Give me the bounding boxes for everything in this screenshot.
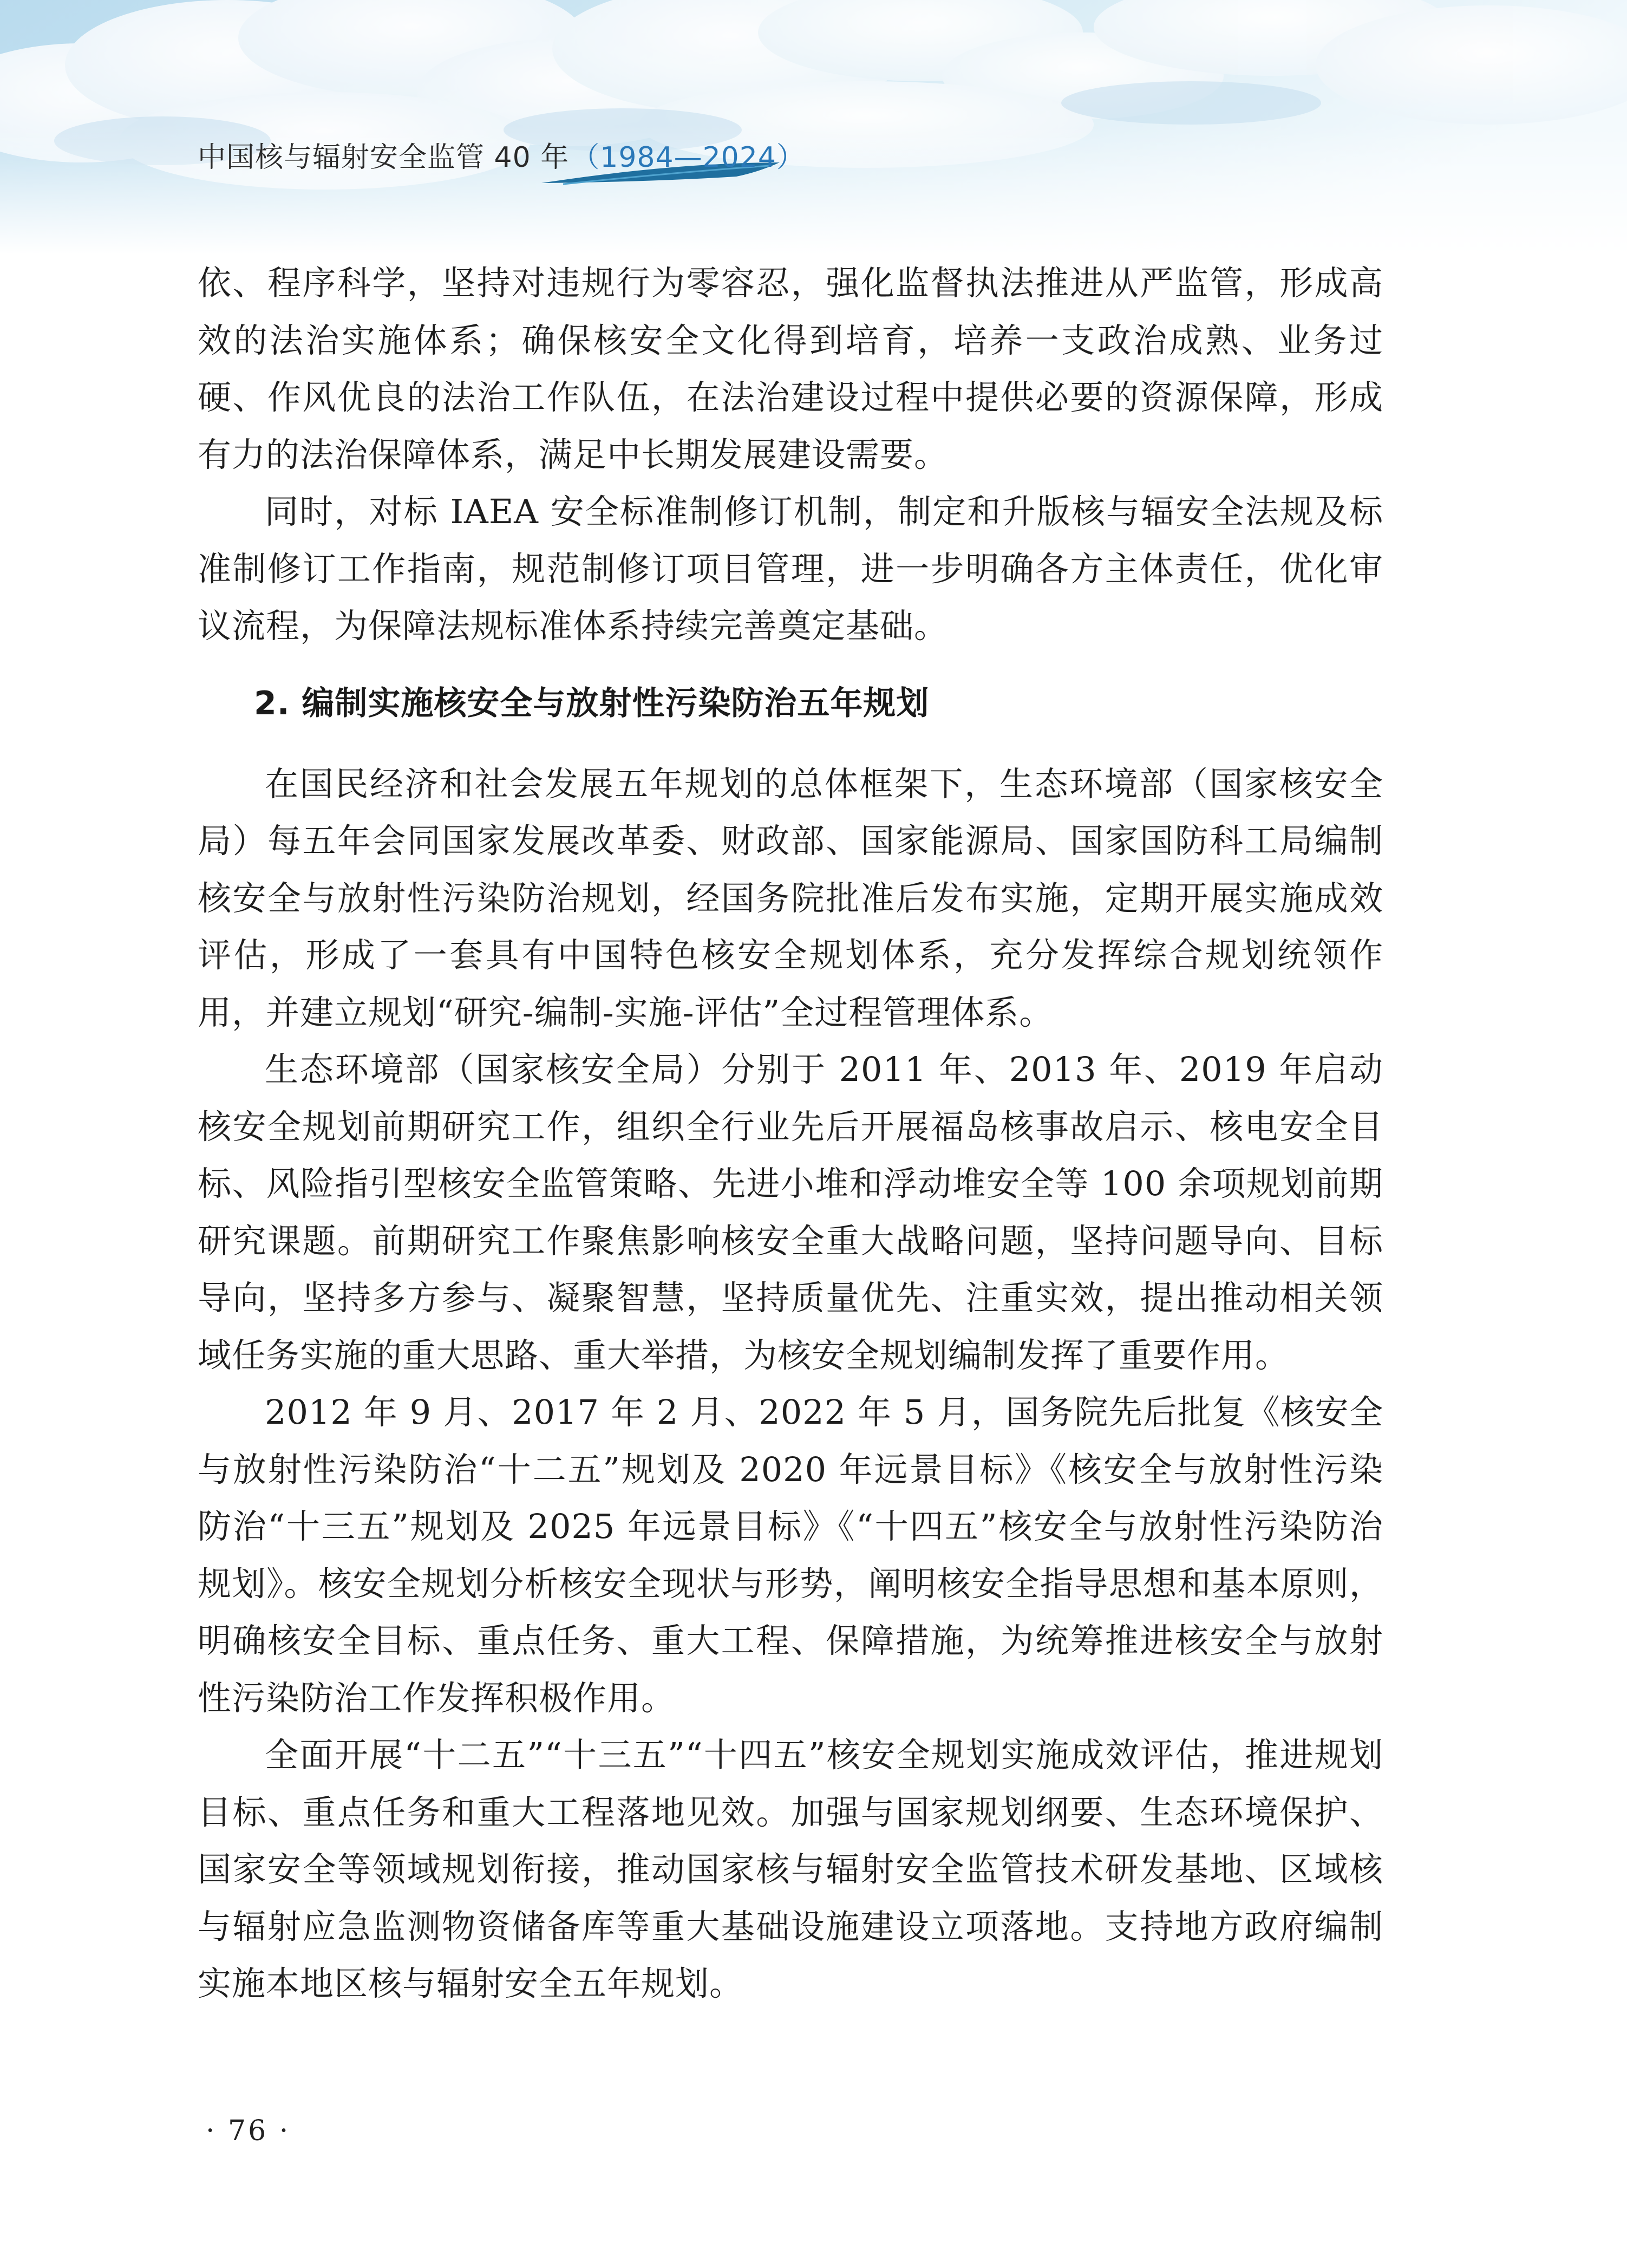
paragraph: 在国民经济和社会发展五年规划的总体框架下，生态环境部（国家核安全局）每五年会同国家发展改革委、财政部、国家能源局、国家国防科工局编制核安全与放射性污染防治规划，经国务院批准后发布实施，定期开展实施成效评估，形成了一套具有中国特色核安全规划体系，充分发挥综合规划统领作用，并建立规划“研究-编制-实施-评估”全过程管理体系。: [198, 764, 1383, 1032]
paragraph: 全面开展“十二五”“十三五”“十四五”核安全规划实施成效评估，推进规划目标、重点任务和重大工程落地见效。加强与国家规划纲要、生态环境保护、国家安全等领域规划衔接，推动国家核与辐射安全监管技术研发基地、区域核与辐射应急监测物资储备库等重大基础设施建设立项落地。支持地方政府编制实施本地区核与辐射安全五年规划。: [198, 1735, 1383, 2003]
page-number: · 76 ·: [206, 2115, 291, 2147]
sky-cloud-illustration: [0, 0, 1627, 255]
running-head: [198, 134, 805, 175]
running-title-years: （1984—2024）: [571, 141, 805, 174]
paragraph: 2012 年 9 月、2017 年 2 月、2022 年 5 月，国务院先后批复《核安全与放射性污染防治“十二五”规划及 2020 年远景目标》《核安全与放射性污染防治“十三五”规划及 2025 年远景目标》《“十四五”核安全与放射性污染防治规划》。核安全规划分析核安全现状与形势，阐明核安全指导思想和基本原则，明确核安全目标、重点任务、重大工程、保障措施，为统筹推进核安全与放射性污染防治工作发挥积极作用。: [198, 1392, 1383, 1718]
page-content: [198, 255, 1383, 2012]
paragraph: 生态环境部（国家核安全局）分别于 2011 年、2013 年、2019 年启动核安全规划前期研究工作，组织全行业先后开展福岛核事故启示、核电安全目标、风险指引型核安全监管策略、先进小堆和浮动堆安全等 100 余项规划前期研究课题。前期研究工作聚焦影响核安全重大战略问题，坚持问题导向、目标导向，坚持多方参与、凝聚智慧，坚持质量优先、注重实效，提出推动相关领域任务实施的重大思路、重大举措，为核安全规划编制发挥了重要作用。: [198, 1050, 1383, 1375]
section-heading: 2. 编制实施核安全与放射性污染防治五年规划: [254, 684, 930, 722]
paragraph: 同时，对标 IAEA 安全标准制修订机制，制定和升版核与辐安全法规及标准制修订工作指南，规范制修订项目管理，进一步明确各方主体责任，优化审议流程，为保障法规标准体系持续完善奠定基础。: [198, 492, 1383, 646]
running-title: 中国核与辐射安全监管 40 年: [198, 141, 570, 174]
header-banner: [0, 0, 1627, 255]
paragraph-continued: 依、程序科学，坚持对违规行为零容忍，强化监督执法推进从严监管，形成高效的法治实施体系；确保核安全文化得到培育，培养一支政治成熟、业务过硬、作风优良的法治工作队伍，在法治建设过程中提供必要的资源保障，形成有力的法治保障体系，满足中长期发展建设需要。: [198, 263, 1383, 474]
